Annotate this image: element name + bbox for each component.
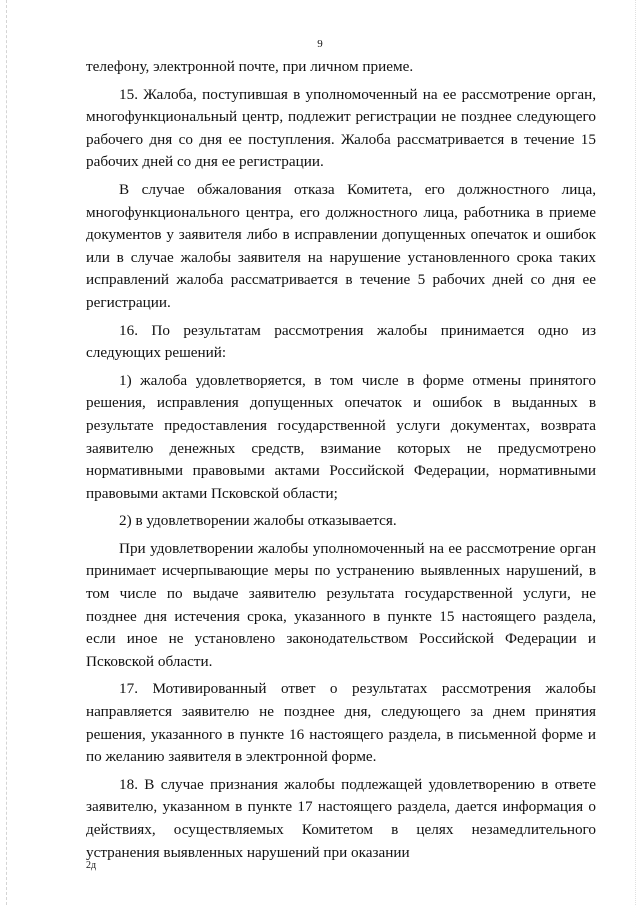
page-number: 9 <box>317 38 323 50</box>
paragraph-continuation: телефону, электронной почте, при личном приеме. <box>86 58 414 75</box>
paragraph-decision-2: 2) в удовлетворении жалобы отказывается. <box>119 512 397 530</box>
scan-edge-left <box>6 0 7 905</box>
paragraph-decision-1: 1) жалоба удовлетворяется, в том числе в форме отмены принятого решения, исправления допущенных опечаток и ошибок в выданных в результате предоставления государственной услуги документах, возврата заявителю денежных средств, взимание которых не предусмотрено нормативными правовыми актами Российской Федерации, нормативными правовыми актами Псковской области; <box>86 371 596 502</box>
paragraph-satisfaction-measures: При удовлетворении жалобы уполномоченный на ее рассмотрение орган принимает исчерпывающие меры по устранению выявленных нарушений, в том числе по выдаче заявителю результата государственной услуги, не позднее дня истечения срока, указанного в пункте 15 настоящего раздела, если иное не установлено законодательством Российской Федерации и Псковской области. <box>86 539 596 670</box>
footer-code: 2д <box>86 860 97 871</box>
scan-edge-right <box>635 0 636 905</box>
document-body <box>86 56 596 869</box>
paragraph-item-16: 16. По результатам рассмотрения жалобы принимается одно из следующих решений: <box>86 321 596 362</box>
paragraph-item-17: 17. Мотивированный ответ о результатах рассмотрения жалобы направляется заявителю не позднее дня, следующего за днем принятия решения, указанного в пункте 16 настоящего раздела, в письменной форме и по желанию заявителя в электронной форме. <box>86 680 596 766</box>
paragraph-item-15: 15. Жалоба, поступившая в уполномоченный на ее рассмотрение орган, многофункциональный центр, подлежит регистрации не позднее следующего рабочего дня со дня ее поступления. Жалоба рассматривается в течение 15 рабочих дней со дня ее регистрации. <box>86 85 596 171</box>
paragraph-item-18: 18. В случае признания жалобы подлежащей удовлетворению в ответе заявителю, указанном в пункте 17 настоящего раздела, дается информация о действиях, осуществляемых Комитетом в целях незамедлительного устранения выявленных нарушений при оказании <box>86 775 596 861</box>
paragraph-appeal-refusal: В случае обжалования отказа Комитета, его должностного лица, многофункционального центра, его должностного лица, работника в приеме документов у заявителя либо в исправлении допущенных опечаток и ошибок или в случае жалобы заявителя на нарушение установленного срока таких исправлений жалоба рассматривается в течение 5 рабочих дней со дня ее регистрации. <box>86 180 596 311</box>
